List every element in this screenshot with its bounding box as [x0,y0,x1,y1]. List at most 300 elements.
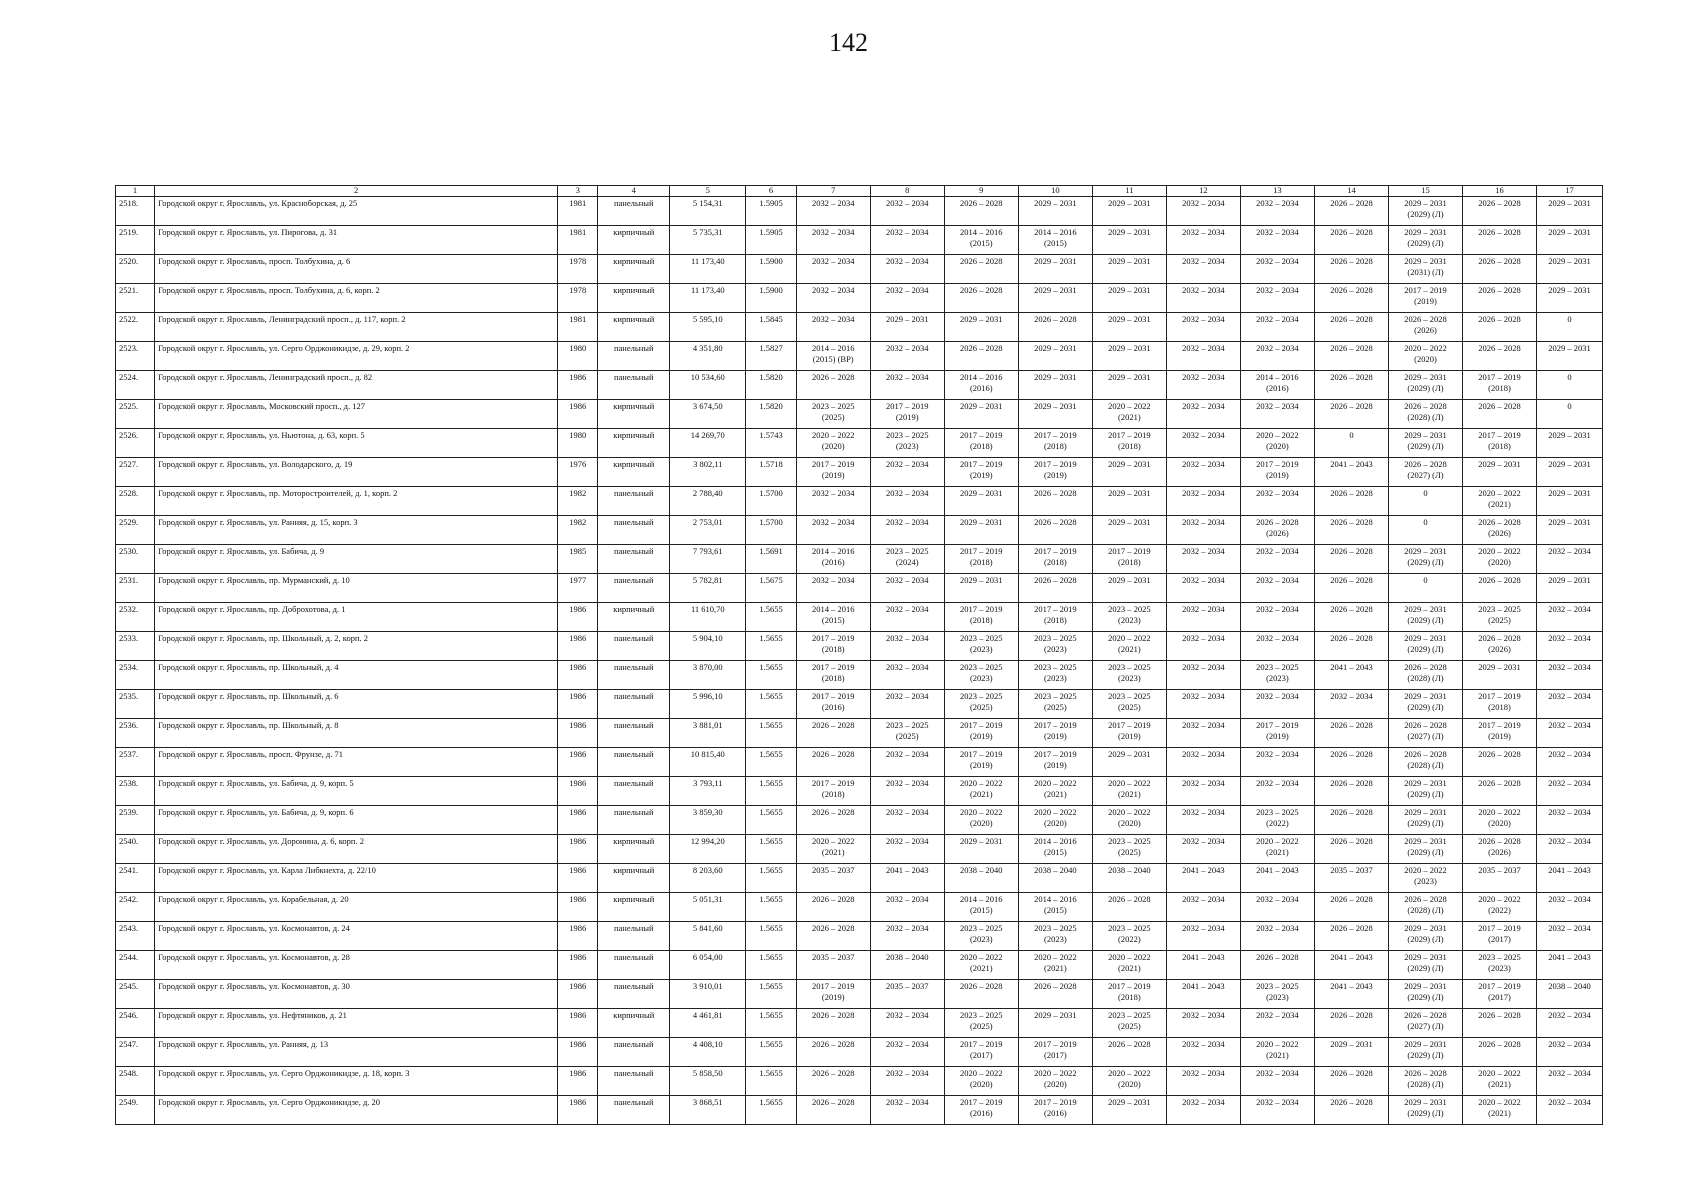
table-cell: 2026 – 2028 [1314,255,1388,284]
table-cell: 1.5655 [746,690,796,719]
table-cell: 2017 – 2019 (2017) [1463,980,1537,1009]
table-cell: 2032 – 2034 [1537,1038,1603,1067]
table-cell: 2032 – 2034 [796,284,870,313]
table-cell: 2029 – 2031 (2029) (Л) [1388,690,1462,719]
table-cell: панельный [598,1096,670,1125]
table-cell: 1982 [558,516,598,545]
table-cell: 2023 – 2025 (2025) [1463,603,1537,632]
table-cell: 2023 – 2025 (2025) [796,400,870,429]
table-cell: 2026 – 2028 [1314,719,1388,748]
table-cell: 2032 – 2034 [1537,661,1603,690]
table-cell: 2017 – 2019 (2019) [1240,719,1314,748]
column-header: 7 [796,186,870,197]
table-cell: 2020 – 2022 (2021) [944,777,1018,806]
table-cell: 2017 – 2019 (2018) [1463,371,1537,400]
table-cell: 2 788,40 [670,487,746,516]
table-cell: 2020 – 2022 (2020) [1092,806,1166,835]
row-number-cell: 2524. [116,371,155,400]
table-cell: 2032 – 2034 [1240,255,1314,284]
table-cell: 2026 – 2028 [1018,487,1092,516]
table-cell: панельный [598,574,670,603]
table-cell: 2017 – 2019 (2019) [944,458,1018,487]
table-cell: 2032 – 2034 [1166,632,1240,661]
table-cell: 6 054,00 [670,951,746,980]
table-cell: 2020 – 2022 (2020) [1092,1067,1166,1096]
table-cell: 2017 – 2019 (2017) [1463,922,1537,951]
table-cell: 2023 – 2025 (2025) [1092,835,1166,864]
table-cell: 2032 – 2034 [1537,1096,1603,1125]
table-cell: 1976 [558,458,598,487]
table-cell: 2032 – 2034 [870,1038,944,1067]
table-cell: 2032 – 2034 [870,1067,944,1096]
table-cell: 0 [1537,313,1603,342]
table-cell: 12 994,20 [670,835,746,864]
table-cell: 2014 – 2016 (2015) [1018,226,1092,255]
table-cell: 2029 – 2031 [1018,371,1092,400]
table-cell: 2032 – 2034 [1240,574,1314,603]
row-number-cell: 2520. [116,255,155,284]
table-cell: 2017 – 2019 (2019) [796,458,870,487]
table-cell: 2029 – 2031 (2029) (Л) [1388,777,1462,806]
table-cell: 2029 – 2031 [944,487,1018,516]
table-cell: 1.5655 [746,1096,796,1125]
table-cell: 2032 – 2034 [1240,632,1314,661]
table-cell: 2029 – 2031 (2029) (Л) [1388,603,1462,632]
table-cell: 2032 – 2034 [1240,690,1314,719]
table-cell: кирпичный [598,226,670,255]
table-cell: 1978 [558,284,598,313]
table-cell: 2026 – 2028 [1314,806,1388,835]
table-cell: 2026 – 2028 [1314,777,1388,806]
row-number-cell: 2540. [116,835,155,864]
table-cell: 2032 – 2034 [1537,806,1603,835]
address-cell: Городской округ г. Ярославль, ул. Ранняя, д. 15, корп. 3 [155,516,558,545]
table-row [116,429,1603,458]
table-cell: 2032 – 2034 [870,777,944,806]
table-cell: 2026 – 2028 (2028) (Л) [1388,661,1462,690]
table-cell: 2014 – 2016 (2015) [796,603,870,632]
address-cell: Городской округ г. Ярославль, просп. Толбухина, д. 6 [155,255,558,284]
table-cell: 1.5655 [746,777,796,806]
table-cell: 2026 – 2028 [1463,777,1537,806]
table-cell: 2032 – 2034 [870,603,944,632]
table-cell: 1.5655 [746,893,796,922]
table-cell: 2032 – 2034 [1240,197,1314,226]
table-cell: 2032 – 2034 [1240,313,1314,342]
table-cell: 2032 – 2034 [1537,835,1603,864]
table-cell: 1986 [558,835,598,864]
table-cell: 2017 – 2019 (2016) [944,1096,1018,1125]
table-cell: 2023 – 2025 (2023) [1240,980,1314,1009]
table-row [116,864,1603,893]
table-cell: 2032 – 2034 [870,516,944,545]
table-cell: 2026 – 2028 [796,922,870,951]
table-cell: 2020 – 2022 (2021) [1240,835,1314,864]
column-header: 11 [1092,186,1166,197]
table-cell: 2026 – 2028 [1018,980,1092,1009]
table-cell: 2032 – 2034 [1240,284,1314,313]
table-cell: 2032 – 2034 [1166,690,1240,719]
table-cell: 2026 – 2028 [1463,1009,1537,1038]
table-cell: 2038 – 2040 [870,951,944,980]
table-cell: 2026 – 2028 [1314,197,1388,226]
table-cell: панельный [598,632,670,661]
row-number-cell: 2523. [116,342,155,371]
table-cell: 2032 – 2034 [870,487,944,516]
table-cell: 2029 – 2031 (2029) (Л) [1388,545,1462,574]
table-cell: 2029 – 2031 [944,835,1018,864]
table-cell: 2032 – 2034 [1166,574,1240,603]
table-cell: 2032 – 2034 [870,1009,944,1038]
table-cell: 2029 – 2031 [1537,487,1603,516]
table-cell: 2032 – 2034 [870,226,944,255]
table-cell: 2026 – 2028 [1463,400,1537,429]
table-cell: 1986 [558,400,598,429]
table-cell: 2029 – 2031 [1092,748,1166,777]
table-cell: 2020 – 2022 (2020) [944,806,1018,835]
table-cell: 14 269,70 [670,429,746,458]
table-cell: 2032 – 2034 [1166,603,1240,632]
table-cell: 2029 – 2031 [1092,284,1166,313]
table-cell: 0 [1388,487,1462,516]
row-number-cell: 2541. [116,864,155,893]
row-number-cell: 2534. [116,661,155,690]
table-cell: 2026 – 2028 [1314,313,1388,342]
column-header: 3 [558,186,598,197]
table-cell: 2023 – 2025 (2023) [1018,661,1092,690]
table-cell: 2029 – 2031 (2029) (Л) [1388,980,1462,1009]
table-cell: 2026 – 2028 [944,255,1018,284]
address-cell: Городской округ г. Ярославль, ул. Красноборская, д. 25 [155,197,558,226]
table-cell: 2017 – 2019 (2018) [944,429,1018,458]
table-cell: 2041 – 2043 [1166,951,1240,980]
table-row [116,1009,1603,1038]
table-cell: 5 735,31 [670,226,746,255]
table-cell: 2032 – 2034 [796,487,870,516]
table-cell: 1981 [558,313,598,342]
table-cell: 2032 – 2034 [1537,545,1603,574]
table-cell: 1.5820 [746,371,796,400]
table-cell: 2041 – 2043 [1240,864,1314,893]
row-number-cell: 2526. [116,429,155,458]
row-number-cell: 2537. [116,748,155,777]
table-cell: 2 753,01 [670,516,746,545]
table-row [116,1096,1603,1125]
table-cell: 2032 – 2034 [1166,661,1240,690]
table-cell: 2020 – 2022 (2023) [1388,864,1462,893]
table-cell: 2029 – 2031 [944,313,1018,342]
table-cell: 3 859,30 [670,806,746,835]
table-cell: 2020 – 2022 (2021) [796,835,870,864]
table-cell: 1.5655 [746,951,796,980]
table-cell: кирпичный [598,313,670,342]
table-cell: 2020 – 2022 (2021) [1240,1038,1314,1067]
table-cell: 2032 – 2034 [1166,371,1240,400]
table-row [116,255,1603,284]
table-cell: 2026 – 2028 [1463,574,1537,603]
table-cell: 2014 – 2016 (2016) [796,545,870,574]
table-cell: 2032 – 2034 [1537,1009,1603,1038]
address-cell: Городской округ г. Ярославль, ул. Космонавтов, д. 30 [155,980,558,1009]
address-cell: Городской округ г. Ярославль, ул. Доронина, д. 6, корп. 2 [155,835,558,864]
table-cell: 1.5655 [746,1038,796,1067]
table-cell: 1.5655 [746,980,796,1009]
address-cell: Городской округ г. Ярославль, пр. Школьный, д. 6 [155,690,558,719]
table-cell: 2035 – 2037 [796,864,870,893]
table-cell: 1.5655 [746,748,796,777]
table-row [116,313,1603,342]
row-number-cell: 2518. [116,197,155,226]
table-cell: 3 868,51 [670,1096,746,1125]
table-cell: 2026 – 2028 [1314,835,1388,864]
table-cell: 2029 – 2031 [870,313,944,342]
table-cell: 2020 – 2022 (2021) [1092,632,1166,661]
table-cell: 2041 – 2043 [1314,980,1388,1009]
row-number-cell: 2521. [116,284,155,313]
table-cell: 2029 – 2031 [1018,400,1092,429]
table-cell: панельный [598,690,670,719]
table-cell: 2032 – 2034 [870,632,944,661]
table-cell: 2029 – 2031 (2029) (Л) [1388,371,1462,400]
table-cell: 2029 – 2031 [1537,255,1603,284]
table-cell: 2032 – 2034 [796,226,870,255]
address-cell: Городской округ г. Ярославль, пр. Моторостроителей, д. 1, корп. 2 [155,487,558,516]
table-row [116,487,1603,516]
table-cell: 0 [1388,574,1462,603]
table-cell: 2032 – 2034 [1240,777,1314,806]
table-cell: 2023 – 2025 (2025) [1092,690,1166,719]
table-cell: 2029 – 2031 [1092,574,1166,603]
table-cell: 2026 – 2028 [1463,226,1537,255]
row-number-cell: 2544. [116,951,155,980]
table-cell: 2026 – 2028 [1018,313,1092,342]
address-cell: Городской округ г. Ярославль, ул. Карла Либкнехта, д. 22/10 [155,864,558,893]
table-cell: 2032 – 2034 [1240,922,1314,951]
address-cell: Городской округ г. Ярославль, Московский просп., д. 127 [155,400,558,429]
table-cell: 1.5827 [746,342,796,371]
table-cell: 1.5655 [746,661,796,690]
table-cell: 2032 – 2034 [870,748,944,777]
table-cell: 1986 [558,1067,598,1096]
address-cell: Городской округ г. Ярославль, ул. Володарского, д. 19 [155,458,558,487]
table-cell: 2014 – 2016 (2015) [944,893,1018,922]
address-cell: Городской округ г. Ярославль, Ленинградский просп., д. 82 [155,371,558,400]
table-cell: 11 173,40 [670,284,746,313]
table-cell: 2032 – 2034 [1537,922,1603,951]
table-cell: 2041 – 2043 [1166,864,1240,893]
column-header: 4 [598,186,670,197]
table-cell: 2026 – 2028 [1463,284,1537,313]
table-cell: 1985 [558,545,598,574]
table-cell: 5 782,81 [670,574,746,603]
housing-schedule-table [115,185,1603,1125]
address-cell: Городской округ г. Ярославль, ул. Космонавтов, д. 28 [155,951,558,980]
table-cell: 2032 – 2034 [1537,893,1603,922]
table-cell: 2023 – 2025 (2025) [1092,1009,1166,1038]
table-cell: 2026 – 2028 [944,284,1018,313]
table-cell: 2032 – 2034 [1166,226,1240,255]
table-cell: 2029 – 2031 (2031) (Л) [1388,255,1462,284]
table-cell: 2032 – 2034 [870,284,944,313]
table-cell: 2023 – 2025 (2022) [1240,806,1314,835]
table-cell: 2032 – 2034 [1537,1067,1603,1096]
row-number-cell: 2527. [116,458,155,487]
column-header: 8 [870,186,944,197]
table-cell: кирпичный [598,284,670,313]
table-cell: 2017 – 2019 (2018) [796,661,870,690]
table-header [116,186,1603,197]
table-cell: 3 870,00 [670,661,746,690]
table-cell: 2020 – 2022 (2021) [1463,1067,1537,1096]
table-cell: 2029 – 2031 [1092,371,1166,400]
table-cell: 2026 – 2028 [1463,255,1537,284]
table-cell: 2032 – 2034 [1537,632,1603,661]
table-cell: 2032 – 2034 [1240,1009,1314,1038]
table-cell: кирпичный [598,835,670,864]
table-row [116,1038,1603,1067]
table-cell: 7 793,61 [670,545,746,574]
table-cell: кирпичный [598,603,670,632]
table-cell: 2029 – 2031 [1092,342,1166,371]
row-number-cell: 2522. [116,313,155,342]
table-cell: панельный [598,545,670,574]
table-cell: 2020 – 2022 (2020) [1018,1067,1092,1096]
table-cell: панельный [598,371,670,400]
table-cell: 2032 – 2034 [870,690,944,719]
table-cell: 1.5743 [746,429,796,458]
table-cell: 2032 – 2034 [1240,487,1314,516]
table-cell: 2020 – 2022 (2021) [1463,487,1537,516]
table-cell: 2023 – 2025 (2025) [870,719,944,748]
table-cell: 2026 – 2028 [1314,922,1388,951]
table-cell: 2026 – 2028 (2026) [1463,516,1537,545]
table-cell: 2032 – 2034 [1166,1038,1240,1067]
table-cell: 2026 – 2028 [1314,632,1388,661]
table-cell: 2032 – 2034 [1240,603,1314,632]
table-cell: 2035 – 2037 [1314,864,1388,893]
table-cell: 2029 – 2031 (2029) (Л) [1388,1038,1462,1067]
table-cell: 2032 – 2034 [1240,1096,1314,1125]
table-cell: 2032 – 2034 [1240,226,1314,255]
table-cell: 1986 [558,864,598,893]
table-cell: 1.5655 [746,719,796,748]
table-cell: 2029 – 2031 [944,400,1018,429]
table-cell: 10 815,40 [670,748,746,777]
table-cell: 1.5900 [746,255,796,284]
table-cell: 2041 – 2043 [870,864,944,893]
row-number-cell: 2536. [116,719,155,748]
table-cell: 2017 – 2019 (2016) [1018,1096,1092,1125]
table-cell: 2023 – 2025 (2024) [870,545,944,574]
table-cell: 2026 – 2028 [1018,574,1092,603]
table-cell: 2026 – 2028 [944,980,1018,1009]
table-cell: 2032 – 2034 [796,313,870,342]
row-number-cell: 2542. [116,893,155,922]
table-cell: 2014 – 2016 (2016) [944,371,1018,400]
table-cell: 2032 – 2034 [1166,719,1240,748]
table-cell: 4 461,81 [670,1009,746,1038]
table-cell: панельный [598,1067,670,1096]
table-cell: панельный [598,1038,670,1067]
table-cell: 1986 [558,777,598,806]
table-row [116,951,1603,980]
table-cell: 2029 – 2031 [1092,487,1166,516]
table-cell: 2014 – 2016 (2015) [1018,893,1092,922]
table-cell: 2029 – 2031 (2029) (Л) [1388,197,1462,226]
table-cell: 1986 [558,980,598,1009]
table-cell: 2029 – 2031 [1463,661,1537,690]
table-cell: 1986 [558,893,598,922]
table-cell: 2020 – 2022 (2020) [1240,429,1314,458]
table-cell: панельный [598,777,670,806]
table-cell: 2017 – 2019 (2018) [944,603,1018,632]
table-cell: 1986 [558,748,598,777]
address-cell: Городской округ г. Ярославль, ул. Космонавтов, д. 24 [155,922,558,951]
table-cell: 10 534,60 [670,371,746,400]
row-number-cell: 2533. [116,632,155,661]
table-cell: 1986 [558,806,598,835]
table-cell: 2032 – 2034 [1166,429,1240,458]
table-cell: 3 793,11 [670,777,746,806]
table-cell: 2017 – 2019 (2018) [1018,545,1092,574]
table-cell: 2023 – 2025 (2025) [944,690,1018,719]
table-cell: 2026 – 2028 [1463,748,1537,777]
table-cell: 2032 – 2034 [796,516,870,545]
table-cell: 2017 – 2019 (2018) [796,777,870,806]
table-cell: 1986 [558,1038,598,1067]
table-cell: 2032 – 2034 [870,197,944,226]
table-row [116,574,1603,603]
table-cell: кирпичный [598,255,670,284]
table-cell: 11 173,40 [670,255,746,284]
table-cell: 2020 – 2022 (2020) [1463,806,1537,835]
table-cell: панельный [598,748,670,777]
table-cell: 2026 – 2028 [1314,371,1388,400]
table-cell: панельный [598,980,670,1009]
table-cell: 2026 – 2028 [796,1096,870,1125]
table-cell: 3 802,11 [670,458,746,487]
address-cell: Городской округ г. Ярославль, ул. Корабельная, д. 20 [155,893,558,922]
table-cell: 2035 – 2037 [796,951,870,980]
table-cell: 2020 – 2022 (2021) [1092,777,1166,806]
table-cell: 5 904,10 [670,632,746,661]
table-cell: 2029 – 2031 [1463,458,1537,487]
table-cell: 2014 – 2016 (2015) (ВР) [796,342,870,371]
column-header: 14 [1314,186,1388,197]
table-cell: 1.5691 [746,545,796,574]
table-cell: 2023 – 2025 (2023) [1463,951,1537,980]
table-cell: 2032 – 2034 [1166,893,1240,922]
table-cell: 2017 – 2019 (2019) [1018,458,1092,487]
column-header: 1 [116,186,155,197]
table-cell: 2029 – 2031 [1537,226,1603,255]
table-cell: 5 858,50 [670,1067,746,1096]
table-cell: 2026 – 2028 (2028) (Л) [1388,400,1462,429]
table-cell: кирпичный [598,429,670,458]
table-cell: 1980 [558,342,598,371]
table-cell: 2026 – 2028 [1314,603,1388,632]
table-row [116,806,1603,835]
table-cell: 2014 – 2016 (2015) [1018,835,1092,864]
table-cell: 1.5845 [746,313,796,342]
table-row [116,835,1603,864]
table-cell: 5 051,31 [670,893,746,922]
table-cell: 2032 – 2034 [1240,748,1314,777]
table-cell: 2029 – 2031 [1092,1096,1166,1125]
table-cell: 2029 – 2031 [1092,226,1166,255]
address-cell: Городской округ г. Ярославль, просп. Фрунзе, д. 71 [155,748,558,777]
row-number-cell: 2529. [116,516,155,545]
